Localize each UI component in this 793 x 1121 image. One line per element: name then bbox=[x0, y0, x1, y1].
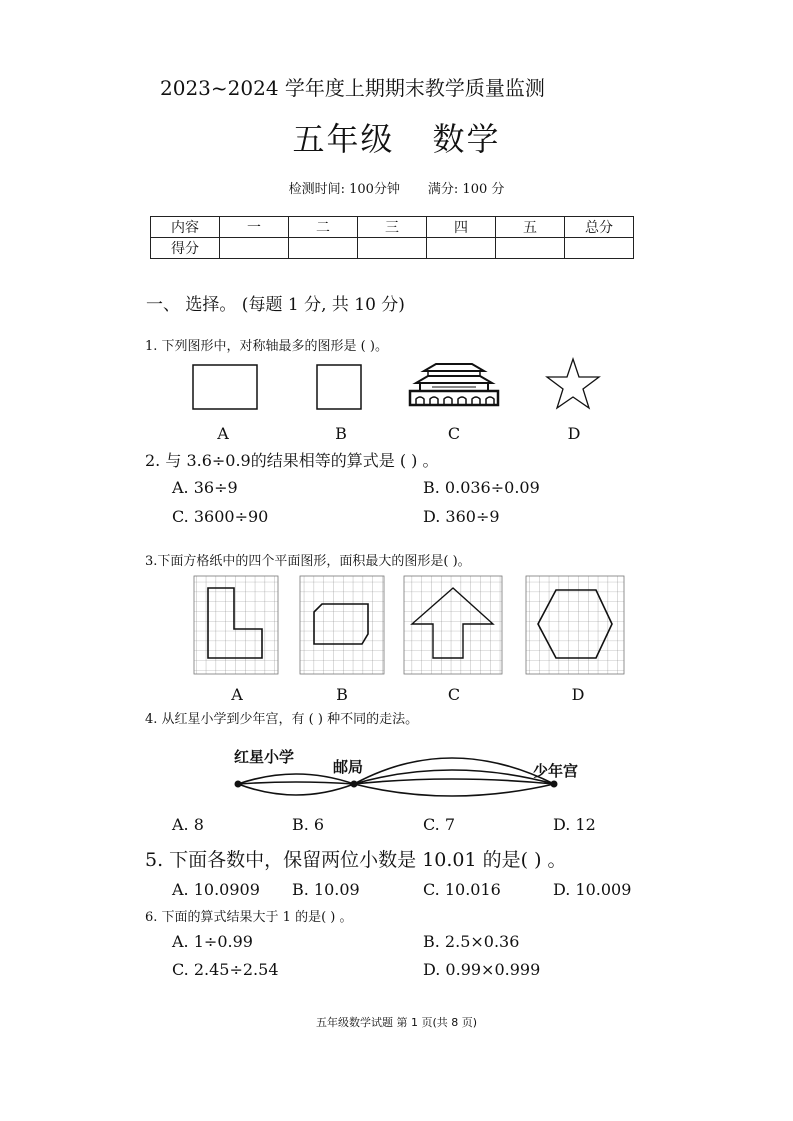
question-2-text: 2. 与 3.6÷0.9的结果相等的算式是 ( ) 。 bbox=[145, 451, 439, 470]
star-shape bbox=[547, 359, 599, 408]
score-table-cell: 三 bbox=[358, 217, 427, 238]
q3-label-c: C bbox=[447, 685, 461, 704]
score-input-cell[interactable] bbox=[220, 238, 289, 259]
node-post-office bbox=[351, 781, 358, 788]
tiananmen-icon bbox=[410, 364, 498, 405]
q1-label-d: D bbox=[567, 424, 581, 443]
page-footer: 五年级数学试题 第 1 页(共 8 页) bbox=[315, 1016, 478, 1029]
q2-option-a: A. 36÷9 bbox=[172, 478, 238, 497]
q2-option-d: D. 360÷9 bbox=[423, 507, 500, 526]
q3-label-a: A bbox=[231, 685, 243, 704]
q2-option-b: B. 0.036÷0.09 bbox=[423, 478, 540, 497]
q1-figures bbox=[0, 355, 793, 455]
square-shape bbox=[317, 365, 361, 409]
score-info: 满分: 100 分 bbox=[427, 182, 505, 197]
q3-label-b: B bbox=[336, 685, 348, 704]
route-4 bbox=[354, 758, 554, 784]
score-table-cell: 总分 bbox=[565, 217, 634, 238]
q5-option-b: B. 10.09 bbox=[292, 880, 360, 899]
q6-option-b: B. 2.5×0.36 bbox=[423, 932, 520, 951]
score-table-cell: 二 bbox=[289, 217, 358, 238]
grid-b bbox=[300, 576, 384, 674]
q2-option-c: C. 3600÷90 bbox=[172, 507, 269, 526]
node-youth-palace bbox=[551, 781, 558, 788]
question-1-text: 1. 下列图形中，对称轴最多的图形是 ( )。 bbox=[145, 339, 388, 354]
question-4-text: 4. 从红星小学到少年宫，有 ( ) 种不同的走法。 bbox=[145, 712, 419, 727]
q4-option-b: B. 6 bbox=[292, 815, 325, 834]
q6-option-d: D. 0.99×0.999 bbox=[423, 960, 541, 979]
q5-option-d: D. 10.009 bbox=[553, 880, 632, 899]
grade-label: 五年级 bbox=[292, 120, 395, 158]
score-table-score-row bbox=[151, 238, 634, 259]
question-3-text: 3.下面方格纸中的四个平面图形，面积最大的图形是( )。 bbox=[145, 554, 471, 569]
exam-info bbox=[0, 178, 793, 197]
score-table-cell: 四 bbox=[427, 217, 496, 238]
rectangle-shape bbox=[193, 365, 257, 409]
route-2 bbox=[238, 782, 354, 784]
q4-route-diagram bbox=[0, 750, 793, 810]
q3-grids bbox=[0, 572, 793, 682]
question-6-text: 6. 下面的算式结果大于 1 的是( ) 。 bbox=[145, 910, 353, 925]
q5-option-a: A. 10.0909 bbox=[172, 880, 260, 899]
question-5-text: 5. 下面各数中，保留两位小数是 10.01 的是( ) 。 bbox=[145, 849, 567, 871]
time-info: 检测时间: 100分钟 bbox=[288, 182, 400, 197]
place-hongxing-school: 红星小学 bbox=[234, 748, 295, 766]
score-input-cell[interactable] bbox=[358, 238, 427, 259]
q5-option-c: C. 10.016 bbox=[423, 880, 501, 899]
grid-d bbox=[526, 576, 624, 674]
score-input-cell[interactable] bbox=[289, 238, 358, 259]
score-table-cell: 内容 bbox=[151, 217, 220, 238]
grid-c bbox=[404, 576, 502, 674]
page-title bbox=[0, 114, 793, 160]
score-row-label: 得分 bbox=[151, 238, 220, 259]
place-post-office: 邮局 bbox=[333, 758, 364, 776]
grid-a bbox=[194, 576, 278, 674]
score-input-cell[interactable] bbox=[496, 238, 565, 259]
q1-label-a: A bbox=[217, 424, 229, 443]
q4-option-a: A. 8 bbox=[172, 815, 204, 834]
score-table-header-row bbox=[151, 217, 634, 238]
place-youth-palace: 少年宫 bbox=[533, 762, 579, 780]
subject-label: 数学 bbox=[432, 120, 501, 158]
score-table bbox=[150, 216, 634, 259]
score-input-cell[interactable] bbox=[565, 238, 634, 259]
q3-label-d: D bbox=[571, 685, 585, 704]
route-3 bbox=[238, 784, 354, 795]
route-6 bbox=[354, 779, 554, 784]
q6-option-a: A. 1÷0.99 bbox=[172, 932, 253, 951]
score-input-cell[interactable] bbox=[427, 238, 496, 259]
q6-option-c: C. 2.45÷2.54 bbox=[172, 960, 279, 979]
section-title: 一、 选择。 (每题 1 分, 共 10 分) bbox=[146, 295, 405, 315]
node-school bbox=[235, 781, 242, 788]
route-7 bbox=[354, 784, 554, 796]
score-table-cell: 一 bbox=[220, 217, 289, 238]
q1-label-c: C bbox=[447, 424, 461, 443]
q4-option-c: C. 7 bbox=[423, 815, 456, 834]
score-table-cell: 五 bbox=[496, 217, 565, 238]
q1-label-b: B bbox=[335, 424, 347, 443]
q4-option-d: D. 12 bbox=[553, 815, 596, 834]
exam-term-title: 2023~2024 学年度上期期末教学质量监测 bbox=[160, 76, 545, 100]
